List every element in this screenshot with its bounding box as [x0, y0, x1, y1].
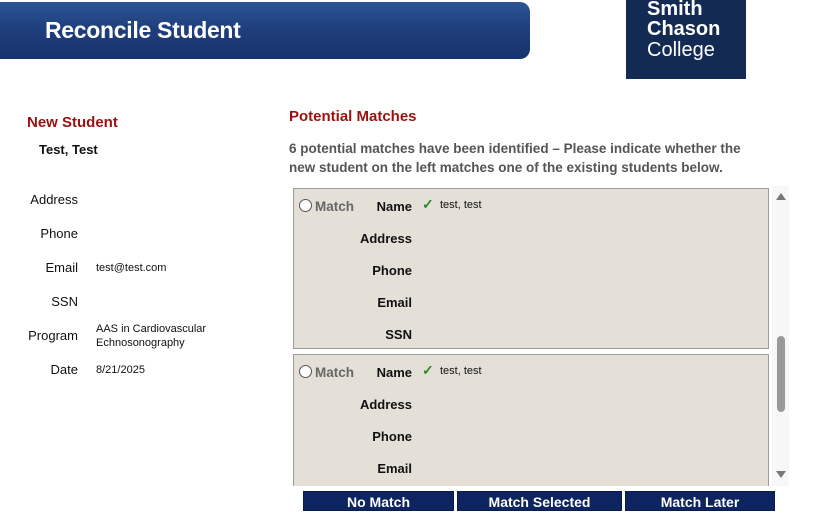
phone-label: Phone	[372, 263, 412, 278]
match-label: Match	[315, 199, 355, 214]
match-card	[293, 188, 769, 349]
program-label: Program	[28, 328, 78, 343]
match-label: Match	[315, 365, 355, 380]
new-student-phone-row	[0, 226, 270, 256]
page-title: Reconcile Student	[45, 17, 241, 43]
phone-label: Phone	[372, 429, 412, 444]
ssn-label: SSN	[51, 294, 78, 309]
new-student-name: Test, Test	[39, 142, 98, 157]
match-selected-button[interactable]: Match Selected	[457, 491, 622, 511]
match-card	[293, 354, 769, 486]
program-value: AAS in Cardiovascular Echnosonography	[96, 323, 207, 349]
vertical-scrollbar[interactable]	[772, 186, 789, 486]
match-later-button[interactable]: Match Later	[625, 491, 775, 511]
email-label: Email	[377, 295, 412, 310]
college-logo	[626, 0, 746, 79]
address-label: Address	[359, 397, 412, 412]
check-icon: ✓	[422, 196, 434, 212]
name-label: Name	[376, 365, 412, 380]
new-student-address-row	[0, 192, 270, 222]
logo-line-2: Chason	[647, 18, 721, 40]
scroll-down-arrow-icon[interactable]	[776, 471, 786, 478]
email-label: Email	[377, 461, 412, 476]
potential-matches-description: 6 potential matches have been identified – Please indicate whether the new student on the left matches one of the existing students below.	[289, 141, 741, 175]
ssn-label: SSN	[385, 327, 412, 342]
no-match-button[interactable]: No Match	[303, 491, 454, 511]
new-student-program-row	[0, 323, 270, 358]
new-student-ssn-row	[0, 294, 270, 324]
scrollbar-thumb[interactable]	[777, 336, 785, 412]
potential-matches-heading: Potential Matches	[289, 108, 417, 125]
new-student-heading: New Student	[27, 114, 118, 131]
logo-line-3: College	[647, 39, 715, 61]
name-value: test, test	[440, 199, 482, 211]
date-label: Date	[50, 362, 78, 377]
name-label: Name	[376, 199, 412, 214]
phone-label: Phone	[40, 226, 78, 241]
check-icon: ✓	[422, 362, 434, 378]
email-value: test@test.com	[96, 262, 167, 274]
address-label: Address	[359, 231, 412, 246]
address-label: Address	[30, 192, 78, 207]
scroll-up-arrow-icon[interactable]	[776, 193, 786, 200]
name-value: test, test	[440, 365, 482, 377]
logo-line-1: Smith	[647, 0, 703, 20]
matches-scroll-area[interactable]	[292, 186, 789, 486]
new-student-email-row	[0, 260, 270, 290]
new-student-date-row	[0, 362, 270, 392]
date-value: 8/21/2025	[96, 364, 145, 376]
email-label: Email	[45, 260, 78, 275]
header-banner	[0, 2, 530, 59]
